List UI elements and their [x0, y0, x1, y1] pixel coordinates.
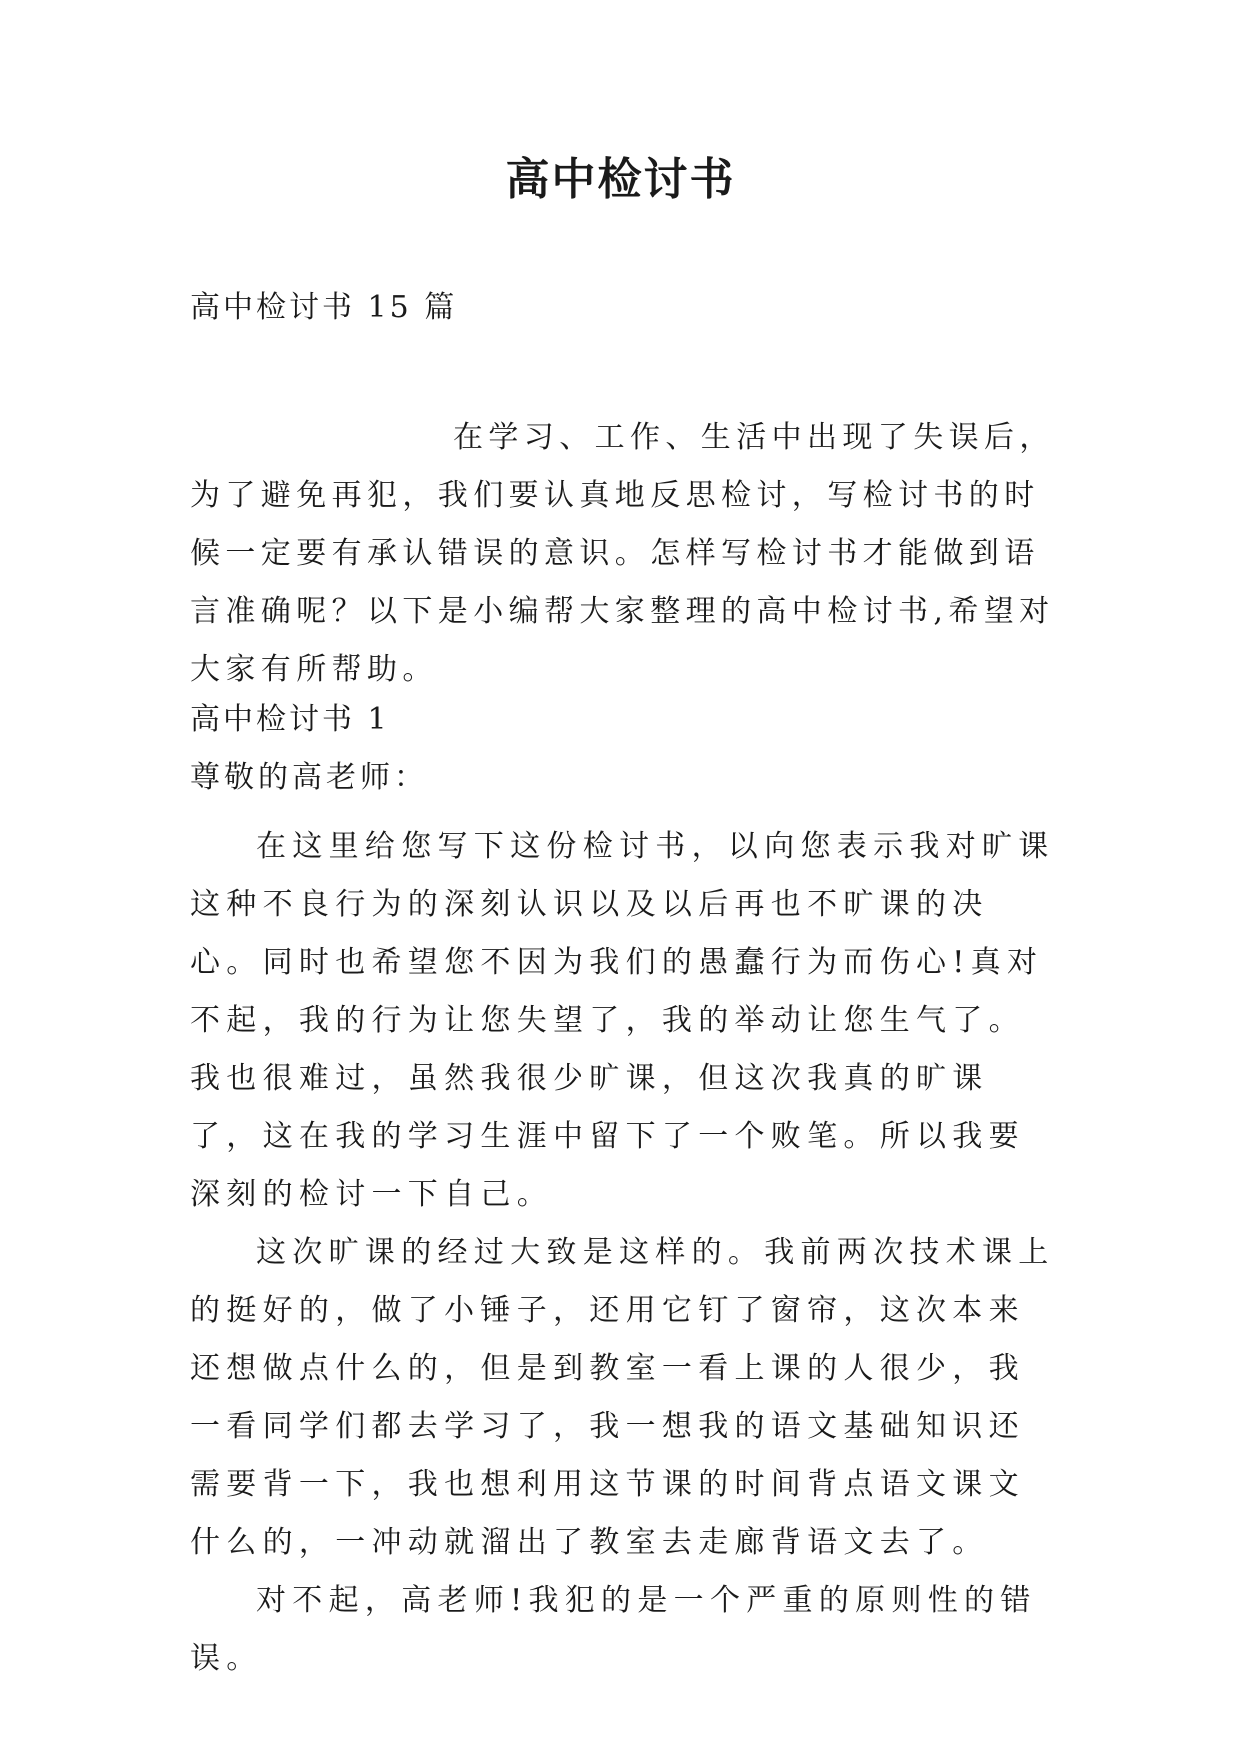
intro-paragraph: 在学习、工作、生活中出现了失误后，为了避免再犯，我们要认真地反思检讨，写检讨书的时候一定要有承认错误的意识。怎样写检讨书才能做到语言准确呢？以下是小编帮大家整理的高中检讨书,希望对大家有所帮助。: [190, 420, 1055, 687]
section-heading: 高中检讨书 1: [190, 702, 390, 737]
body-paragraph: 在这里给您写下这份检讨书，以向您表示我对旷课这种不良行为的深刻认识以及以后再也不旷课的决心。同时也希望您不因为我们的愚蠢行为而伤心!真对不起，我的行为让您失望了，我的举动让您生气了。我也很难过，虽然我很少旷课，但这次我真的旷课了，这在我的学习生涯中留下了一个败笔。所以我要深刻的检讨一下自己。: [190, 829, 1055, 1212]
salutation: 尊敬的高老师：: [190, 760, 428, 795]
document-title: 高中检讨书: [505, 154, 736, 205]
body-paragraph: 这次旷课的经过大致是这样的。我前两次技术课上的挺好的，做了小锤子，还用它钉了窗帘，这次本来还想做点什么的，但是到教室一看上课的人很少，我一看同学们都去学习了，我一想我的语文基础知识还需要背一下，我也想利用这节课的时间背点语文课文什么的，一冲动就溜出了教室去走廊背语文去了。: [190, 1235, 1055, 1560]
document-subtitle: 高中检讨书 15 篇: [190, 290, 458, 325]
section-1: [190, 700, 1060, 1688]
body-paragraph: 对不起，高老师!我犯的是一个严重的原则性的错误。: [190, 1583, 1037, 1676]
